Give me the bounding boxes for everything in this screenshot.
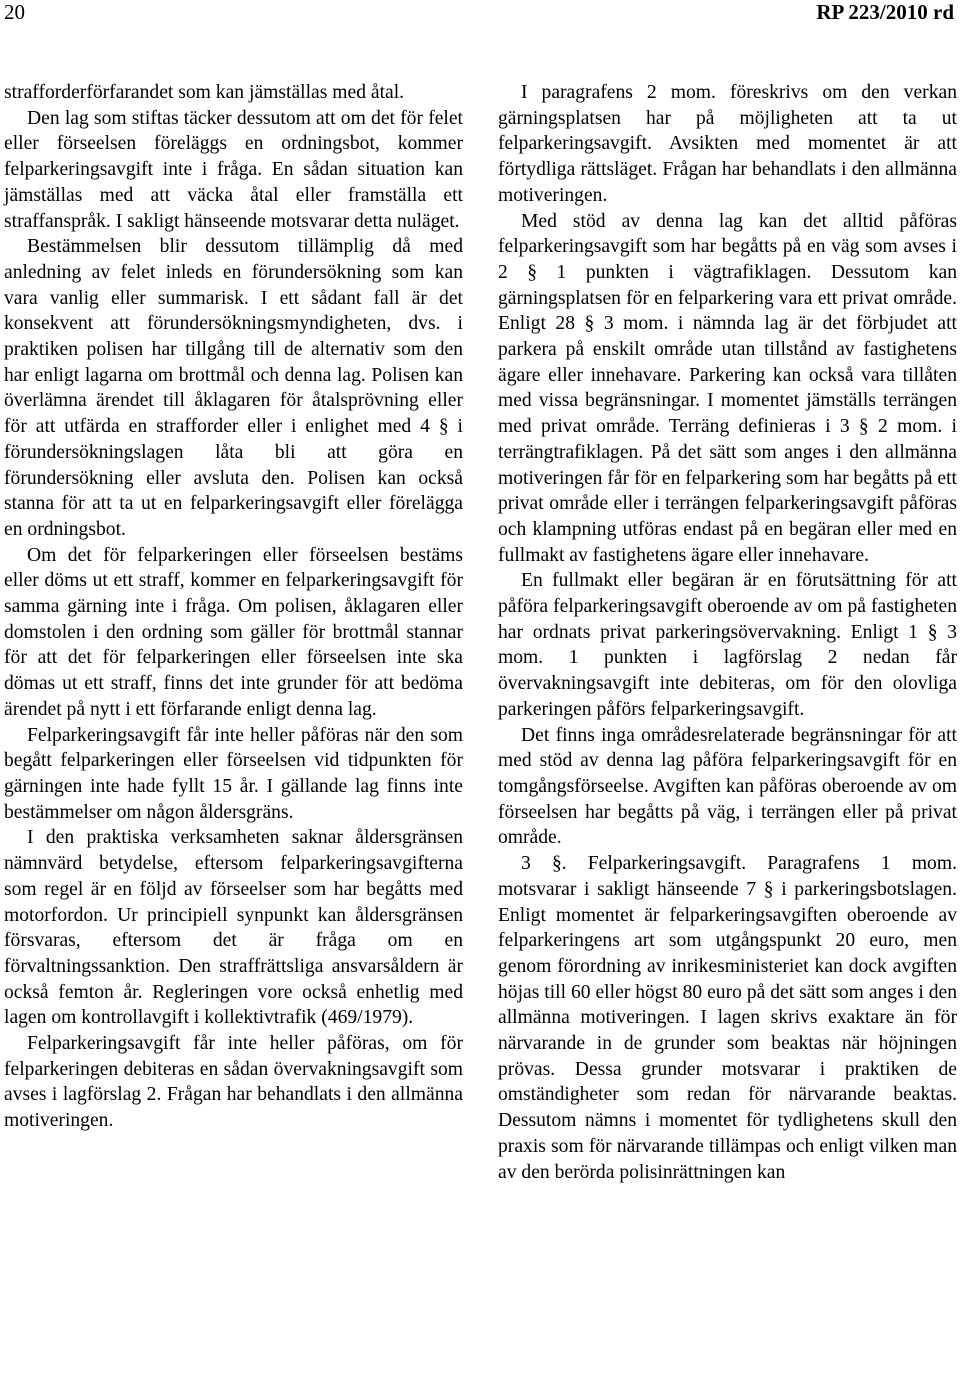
page-header [4,0,954,30]
paragraph: En fullmakt eller begäran är en förutsättning för att påföra felparkeringsavgift oberoende av om på fastigheten har ordnats privat parkeringsövervakning. Enligt 1 § 3 mom. 1 punkten i lagförslag 2 nedan får övervakningsavgift inte debiteras, om för den olovliga parkeringen påförs felparkeringsavgift. [498,570,957,720]
paragraph: Med stöd av denna lag kan det alltid påföras felparkeringsavgift som har begåtts på en väg som avses i 2 § 1 punkten i vägtrafiklagen. Dessutom kan gärningsplatsen för en felparkering vara ett privat område. Enligt 28 § 3 mom. i nämnda lag är det förbjudet att parkera på enskilt område utan tillstånd av fastighetens ägare eller innehavare. Parkering kan också vara tillåten med vissa begränsningar. I momentet jämställs terrängen med privat område. Terräng definieras i 3 § 2 mom. i terrängtrafiklagen. På det sätt som anges i den allmänna motiveringen får för en felparkering som har begåtts på ett privat område eller i terrängen felparkeringsavgift påföras och klampning utföras endast på en begäran eller med en fullmakt av fastighetens ägare eller innehavare. [498,210,957,566]
paragraph: Felparkeringsavgift får inte heller påföras när den som begått felparkeringen eller förseelsen vid tidpunkten för gärningen inte hade fyllt 15 år. I gällande lag finns inte bestämmelser om någon åldersgräns. [4,724,463,823]
left-column [4,80,463,1134]
paragraph: Om det för felparkeringen eller förseelsen bestäms eller döms ut ett straff, kommer en felparkeringsavgift för samma gärning inte i fråga. Om polisen, åklagaren eller domstolen i den ordning som gäller för brottmål stannar för att det för felparkeringen eller förseelsen inte ska dömas ut ett straff, finns det inte grunder för att bedöma ärendet på nytt i ett förfarande enligt denna lag. [4,544,463,720]
paragraph: Det finns inga områdesrelaterade begränsningar för att med stöd av denna lag påföra felparkeringsavgift för en tomgångsförseelse. Avgiften kan påföras oberoende av om förseelsen har begåtts på väg, i terrängen eller på privat område. [498,724,957,849]
paragraph: Felparkeringsavgift får inte heller påföras, om för felparkeringen debiteras en sådan övervakningsavgift som avses i lagförslag 2. Frågan har behandlats i den allmänna motiveringen. [4,1033,463,1132]
paragraph: Den lag som stiftas täcker dessutom att om det för felet eller förseelsen föreläggs en ordningsbot, kommer felparkeringsavgift inte i fråga. En sådan situation kan jämställas med att väcka åtal eller framställa ett straffanspråk. I sakligt hänseende motsvarar detta nuläget. [4,107,463,232]
right-column [498,80,957,1185]
paragraph: 3 §. Felparkeringsavgift. Paragrafens 1 mom. motsvarar i sakligt hänseende 7 § i parkeringsbotslagen. Enligt momentet är felparkeringsavgiften oberoende av felparkeringens art som utgångspunkt 20 euro, men genom förordning av inrikesministeriet kan dock avgiften höjas till 60 eller högst 80 euro på det sätt som anges i den allmänna motiveringen. I lagen skrivs exaktare än för närvarande in de grunder som beaktas när höjningen prövas. Dessa grunder motsvarar i praktiken de omständigheter som redan för närvarande beaktas. Dessutom nämns i momentet för tydlighetens skull den praxis som för närvarande tillämpas och enligt vilken man av den berörda polisinrättningen kan [498,853,957,1183]
document-id: RP 223/2010 rd [816,0,954,24]
paragraph: I paragrafens 2 mom. föreskrivs om den verkan gärningsplatsen har på möjligheten att ta ut felparkeringsavgift. Avsikten med momentet är att förtydliga rättsläget. Frågan har behandlats i den allmänna motiveringen. [498,82,957,206]
paragraph: Bestämmelsen blir dessutom tillämplig då med anledning av felet inleds en förundersökning som kan vara vanlig eller summarisk. I ett sådant fall är det konsekvent att förundersökningsmyndigheten, dvs. i praktiken polisen har tillgång till de alternativ som den har enligt lagarna om brottmål och denna lag. Polisen kan överlämna ärendet till åklagaren för åtalsprövning eller för att utfärda en strafforder eller i enlighet med 4 § i förundersökningslagen låta bli att göra en förundersökning eller avsluta den. Polisen kan också stanna för att ta ut en felparkeringsavgift eller förelägga en ordningsbot. [4,236,463,540]
paragraph: strafforderförfarandet som kan jämställas med åtal. [4,82,405,103]
page-number: 20 [4,0,25,24]
paragraph: I den praktiska verksamheten saknar åldersgränsen nämnvärd betydelse, eftersom felparkeringsavgifterna som regel är en följd av förseelser som har begåtts med motorfordon. Ur principiell synpunkt kan åldersgränsen försvaras, eftersom det är fråga om en förvaltningssanktion. Den straffrättsliga ansvarsåldern är också femton år. Regleringen vore också enhetlig med lagen om kontrollavgift i kollektivtrafik (469/1979). [4,827,463,1029]
